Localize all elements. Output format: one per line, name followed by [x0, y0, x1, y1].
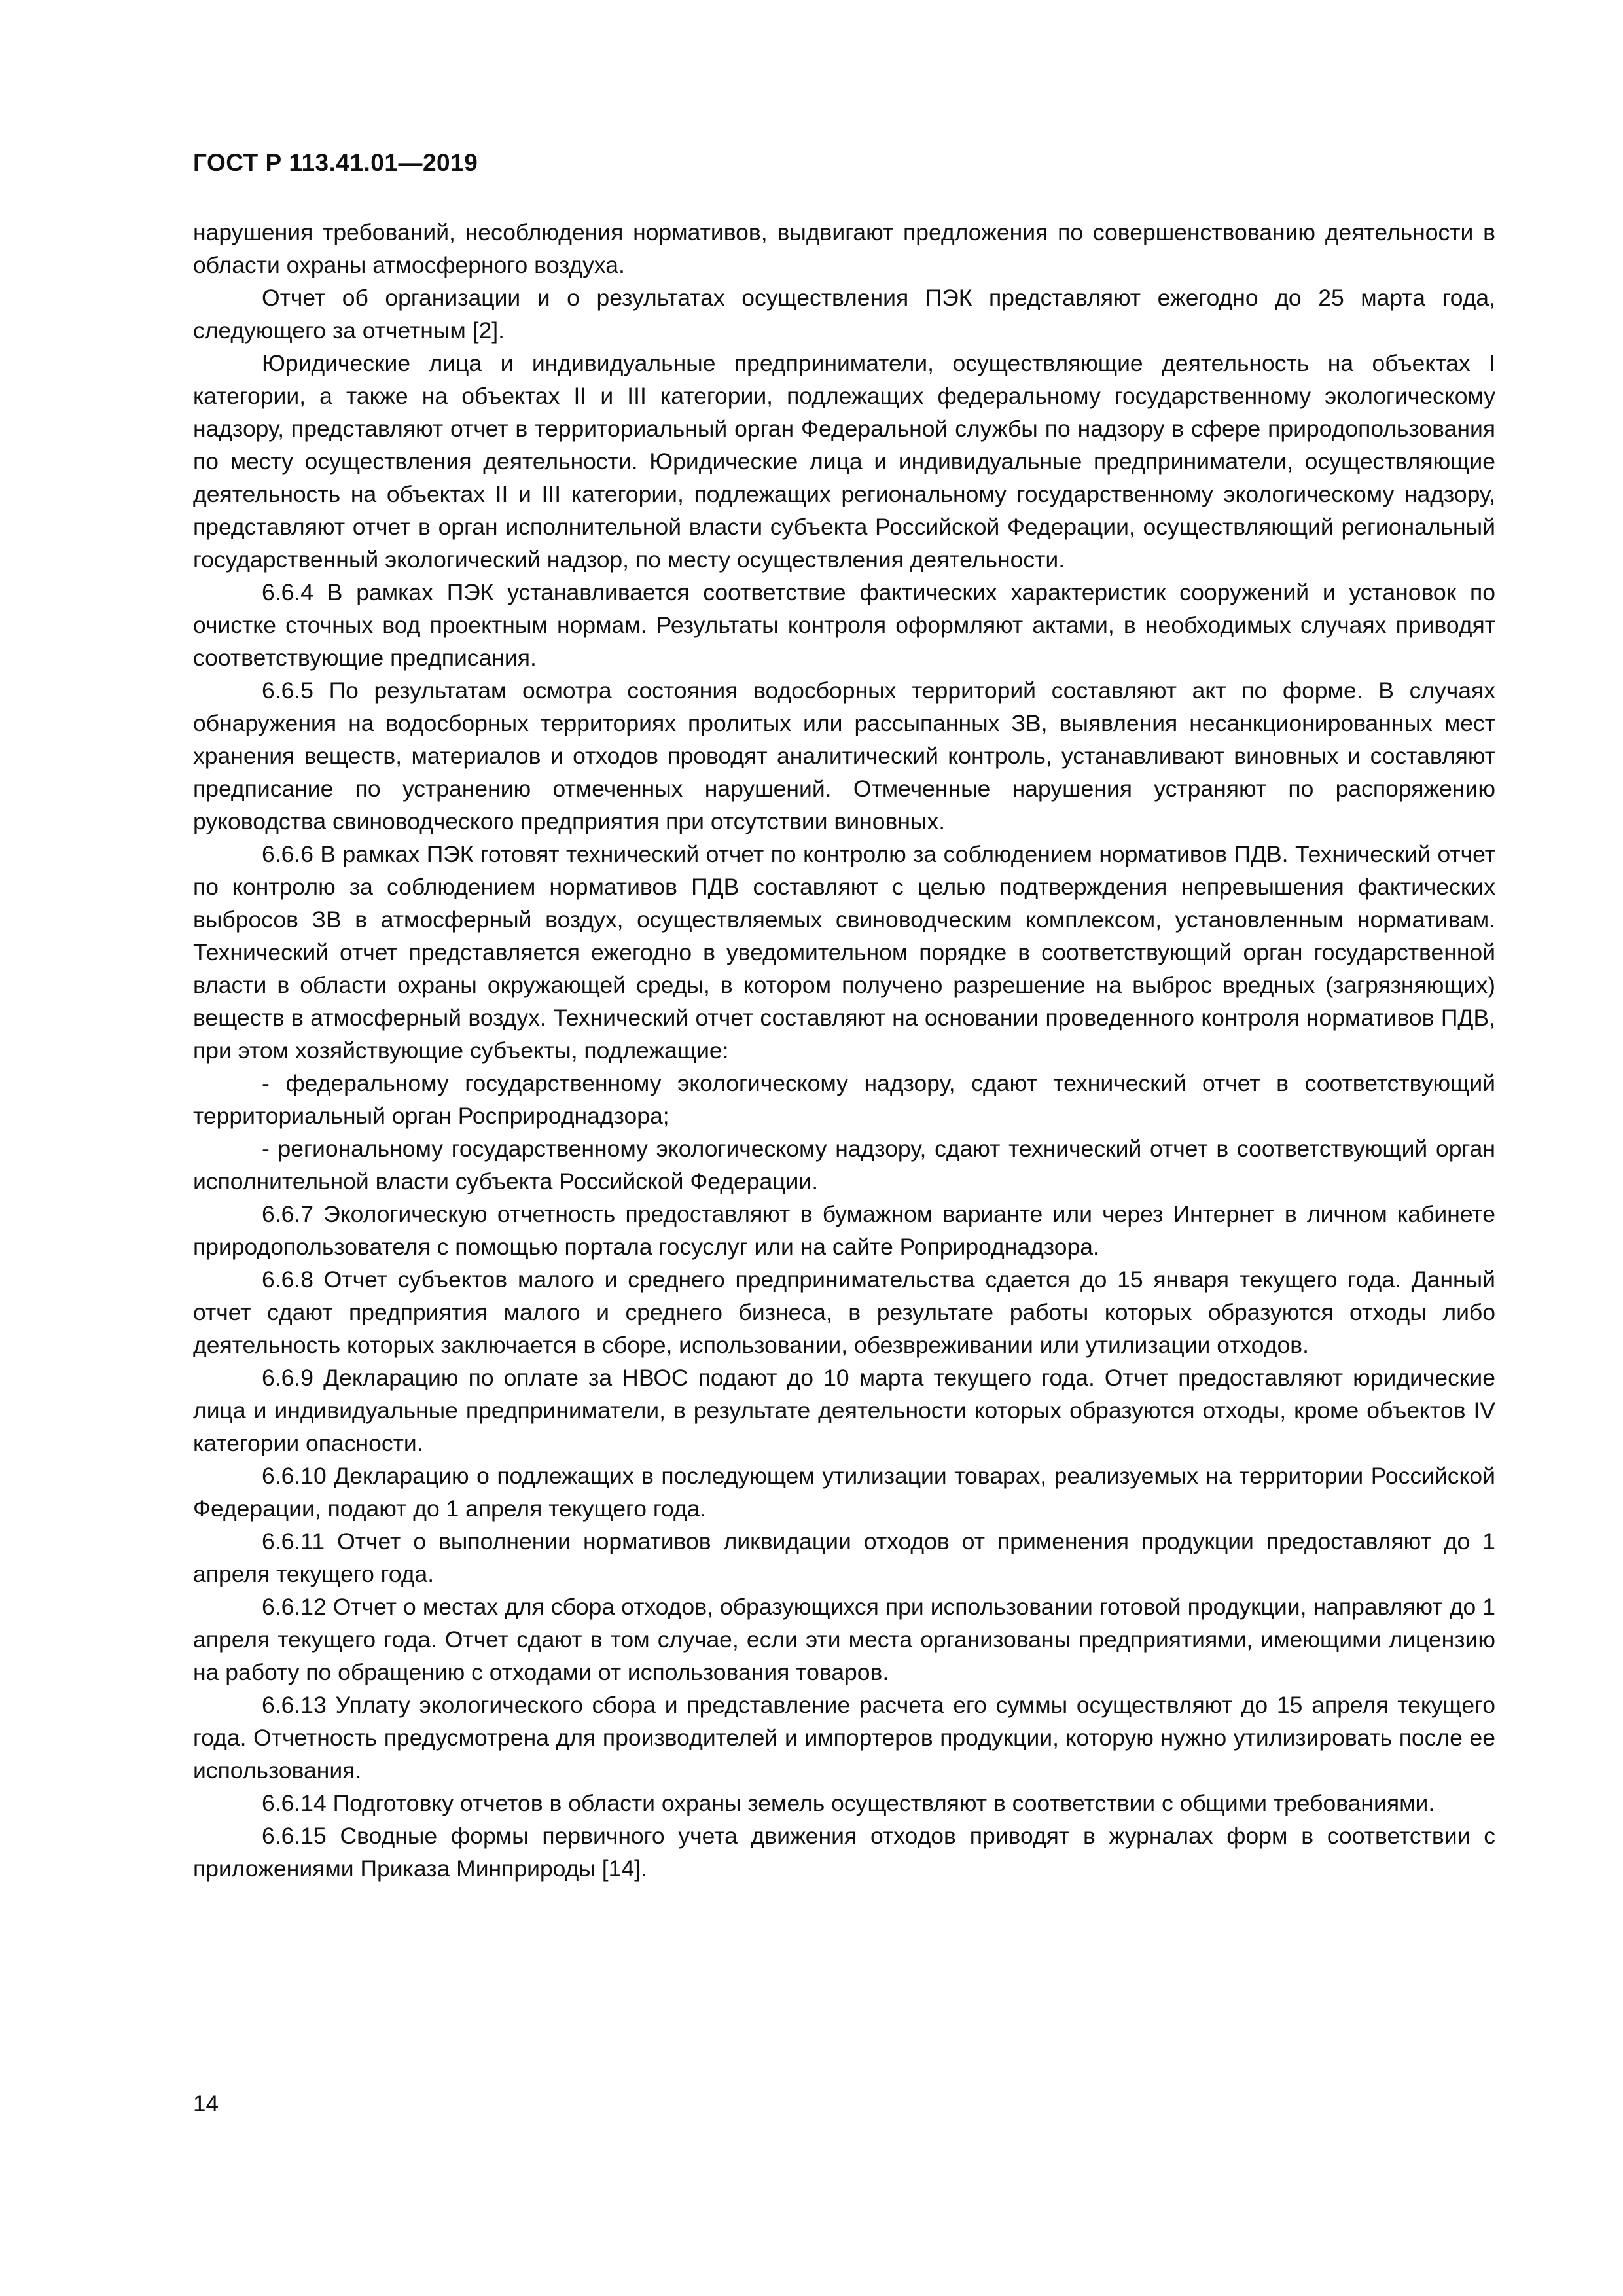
paragraph-6-6-12: 6.6.12 Отчет о местах для сбора отходов, образующихся при использовании готовой продукции, направляют до 1 апреля текущего года. Отчет сдают в том случае, если эти места организованы предприятиями, имеющими лицензию на работу по обращению с отходами от использования товаров. — [193, 1594, 1495, 1685]
list-item-federal: - федеральному государственному экологическому надзору, сдают технический отчет в соответствующий территориальный орган Росприроднадзора; — [193, 1070, 1495, 1129]
list-item-regional: - региональному государственному экологическому надзору, сдают технический отчет в соответствующий орган исполнительной власти субъекта Российской Федерации. — [193, 1136, 1495, 1194]
document-body — [193, 216, 1495, 1885]
paragraph-6-6-7: 6.6.7 Экологическую отчетность предоставляют в бумажном варианте или через Интернет в личном кабинете природопользователя с помощью портала госуслуг или на сайте Роприроднадзора. — [193, 1201, 1495, 1260]
paragraph-6-6-9: 6.6.9 Декларацию по оплате за НВОС подают до 10 марта текущего года. Отчет предоставляют юридические лица и индивидуальные предприниматели, в результате деятельности которых образуются отходы, кроме объектов IV категории опасности. — [193, 1365, 1495, 1456]
paragraph-continuation: нарушения требований, несоблюдения нормативов, выдвигают предложения по совершенствованию деятельности в области охраны атмосферного воздуха. — [193, 219, 1495, 278]
paragraph-6-6-11: 6.6.11 Отчет о выполнении нормативов ликвидации отходов от применения продукции предоставляют до 1 апреля текущего года. — [193, 1528, 1495, 1587]
document-header-title: ГОСТ Р 113.41.01—2019 — [193, 149, 478, 176]
paragraph-6-6-5: 6.6.5 По результатам осмотра состояния водосборных территорий составляют акт по форме. В случаях обнаружения на водосборных территориях пролитых или рассыпанных ЗВ, выявления несанкционированных мест хранения веществ, материалов и отходов проводят аналитический контроль, устанавливают виновных и составляют предписание по устранению отмеченных нарушений. Отмеченные нарушения устраняют по распоряжению руководства свиноводческого предприятия при отсутствии виновных. — [193, 677, 1495, 834]
paragraph-6-6-4: 6.6.4 В рамках ПЭК устанавливается соответствие фактических характеристик сооружений и установок по очистке сточных вод проектным нормам. Результаты контроля оформляют актами, в необходимых случаях приводят соответствующие предписания. — [193, 579, 1495, 671]
paragraph-legal-entities: Юридические лица и индивидуальные предприниматели, осуществляющие деятельность на объектах I категории, а также на объектах II и III категории, подлежащих федеральному государственному экологическому надзору, представляют отчет в территориальный орган Федеральной службы по надзору в сфере природопользования по месту осуществления деятельности. Юридические лица и индивидуальные предприниматели, осуществляющие деятельность на объектах II и III категории, подлежащих региональному государственному экологическому надзору, представляют отчет в орган исполнительной власти субъекта Российской Федерации, осуществляющий региональный государственный экологический надзор, по месту осуществления деятельности. — [193, 350, 1495, 573]
paragraph-6-6-13: 6.6.13 Уплату экологического сбора и представление расчета его суммы осуществляют до 15 апреля текущего года. Отчетность предусмотрена для производителей и импортеров продукции, которую нужно утилизировать после ее использования. — [193, 1692, 1495, 1784]
paragraph-report-deadline: Отчет об организации и о результатах осуществления ПЭК представляют ежегодно до 25 марта года, следующего за отчетным [2]. — [193, 285, 1495, 344]
paragraph-6-6-14: 6.6.14 Подготовку отчетов в области охраны земель осуществляют в соответствии с общими требованиями. — [262, 1790, 1435, 1816]
paragraph-6-6-6: 6.6.6 В рамках ПЭК готовят технический отчет по контролю за соблюдением нормативов ПДВ. Технический отчет по контролю за соблюдением нормативов ПДВ составляют с целью подтверждения непревышения фактических выбросов ЗВ в атмосферный воздух, осуществляемых свиноводческим комплексом, установленным нормативам. Технический отчет представляется ежегодно в уведомительном порядке в соответствующий орган государственной власти в области охраны окружающей среды, в котором получено разрешение на выброс вредных (загрязняющих) веществ в атмосферный воздух. Технический отчет составляют на основании проведенного контроля нормативов ПДВ, при этом хозяйствующие субъекты, подлежащие: — [193, 841, 1495, 1064]
paragraph-6-6-8: 6.6.8 Отчет субъектов малого и среднего предпринимательства сдается до 15 января текущего года. Данный отчет сдают предприятия малого и среднего бизнеса, в результате работы которых образуются отходы либо деятельность которых заключается в сборе, использовании, обезвреживании или утилизации отходов. — [193, 1266, 1495, 1358]
paragraph-6-6-10: 6.6.10 Декларацию о подлежащих в последующем утилизации товарах, реализуемых на территории Российской Федерации, подают до 1 апреля текущего года. — [193, 1463, 1495, 1522]
page-number: 14 — [193, 2091, 219, 2117]
paragraph-6-6-15: 6.6.15 Сводные формы первичного учета движения отходов приводят в журналах форм в соответствии с приложениями Приказа Минприроды [14]. — [193, 1823, 1495, 1882]
